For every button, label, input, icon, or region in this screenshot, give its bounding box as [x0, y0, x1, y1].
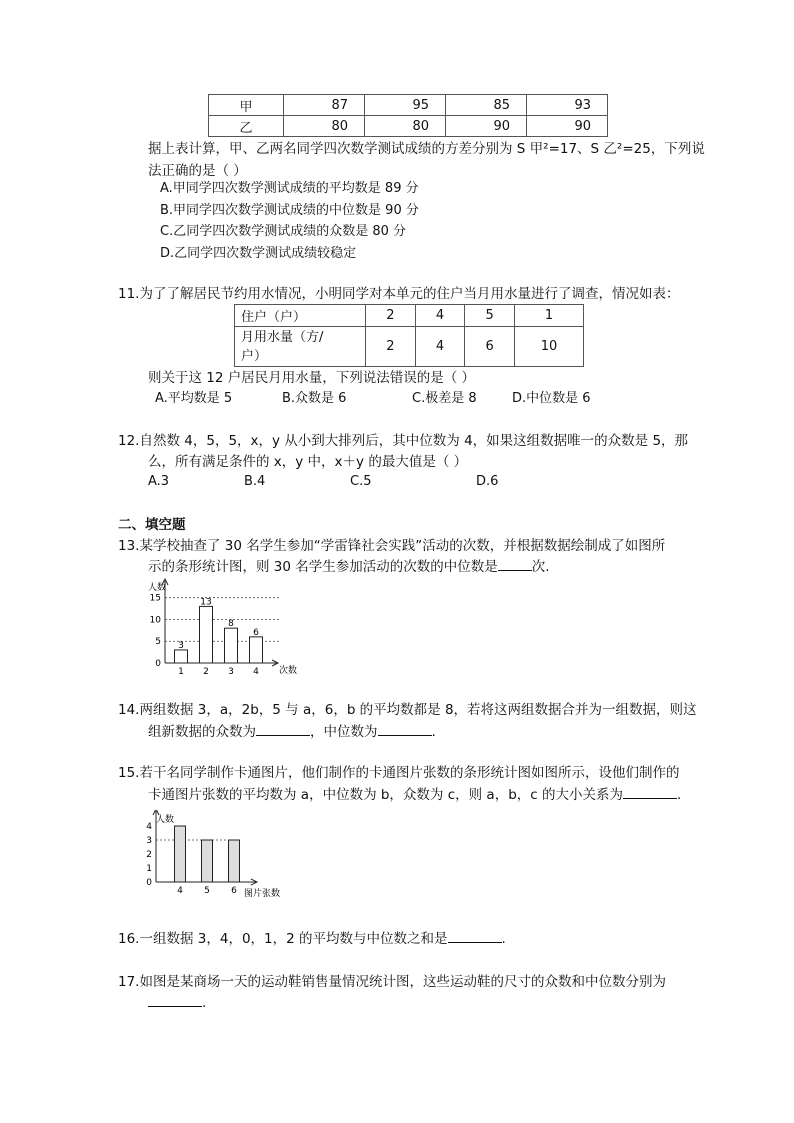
- bar: [250, 637, 263, 663]
- x-axis-label: 图片张数: [244, 889, 281, 899]
- answer-blank: [498, 556, 532, 571]
- row-header: 住户（户）: [235, 305, 366, 327]
- q15-line2: [148, 784, 681, 806]
- q12-line2: 么，所有满足条件的 x，y 中，x＋y 的最大值是（ ）: [148, 454, 468, 470]
- q11-question: 则关于这 12 户居民月用水量，下列说法错误的是（ ）: [148, 370, 476, 386]
- x-tick-label: 6: [231, 886, 237, 896]
- q16-text: 16.一组数据 3，4，0，1，2 的平均数与中位数之和是: [118, 931, 448, 947]
- score-cell: 93: [527, 95, 608, 116]
- row-header-line: 户）: [241, 348, 268, 364]
- y-tick-label: 15: [149, 593, 161, 604]
- q12-line1: 12.自然数 4，5，5，x，y 从小到大排列后，其中位数为 4，如果这组数据唯一的众数是 5，那: [118, 433, 689, 449]
- table-row: [235, 327, 584, 367]
- answer-blank: [448, 928, 502, 943]
- x-tick-label: 3: [228, 667, 234, 677]
- q11-option-a: A.平均数是 5: [155, 391, 233, 406]
- q17-text-end: .: [202, 995, 207, 1011]
- q10-option-b: B.甲同学四次数学测试成绩的中位数是 90 分: [160, 203, 419, 218]
- score-cell: 90: [446, 116, 527, 137]
- x-tick-label: 4: [253, 667, 259, 677]
- bar: [202, 840, 213, 882]
- q16-text-end: .: [501, 931, 506, 947]
- q10-option-c: C.乙同学四次数学测试成绩的众数是 80 分: [160, 224, 407, 239]
- q11-option-c: C.极差是 8: [412, 391, 477, 406]
- y-tick-label: 3: [146, 836, 152, 846]
- q13-line1: 13.某学校抽查了 30 名学生参加“学雷锋社会实践”活动的次数，并根据数据绘制成了如图所: [118, 538, 666, 554]
- q11-option-d: D.中位数是 6: [512, 391, 591, 406]
- y-tick-label: 1: [146, 864, 152, 874]
- score-cell: 80: [284, 116, 365, 137]
- q12-option-d: D.6: [476, 474, 499, 489]
- answer-blank: [378, 721, 432, 736]
- name-cell: 乙: [209, 116, 284, 137]
- y-tick-label: 2: [146, 850, 152, 860]
- q11-stem: 11.为了了解居民节约用水情况，小明同学对本单元的住户当月用水量进行了调查，情况如表：: [118, 286, 680, 302]
- score-cell: 95: [365, 95, 446, 116]
- table-row: [209, 95, 608, 116]
- q17-line1: 17.如图是某商场一天的运动鞋销售量情况统计图，这些运动鞋的尺寸的众数和中位数分别为: [118, 974, 666, 990]
- table-row: [235, 305, 584, 327]
- q11-water-table: [234, 304, 584, 367]
- x-tick-label: 5: [204, 886, 210, 896]
- answer-blank: [623, 784, 677, 799]
- table-cell: 10: [515, 327, 584, 367]
- row-header-line: 月用水量（方/: [241, 329, 324, 345]
- table-cell: 5: [465, 305, 515, 327]
- y-tick-label: 0: [146, 878, 152, 888]
- q12-option-a: A.3: [148, 474, 170, 489]
- y-axis-label: 人数: [156, 815, 175, 825]
- q16-line: [118, 928, 506, 950]
- data-label: 13: [200, 597, 212, 608]
- q13-text: 示的条形统计图，则 30 名学生参加活动的次数的中位数是: [148, 559, 498, 575]
- row-header: [235, 327, 366, 367]
- bar: [229, 840, 240, 882]
- x-tick-label: 4: [177, 886, 183, 896]
- q13-text-end: 次.: [531, 559, 550, 575]
- q14-line2: [148, 721, 436, 743]
- table-cell: 1: [515, 305, 584, 327]
- section-title: 二、填空题: [118, 517, 186, 533]
- q15-line1: 15.若干名同学制作卡通图片，他们制作的卡通图片张数的条形统计图如图所示，设他们制作的: [118, 765, 680, 781]
- score-cell: 85: [446, 95, 527, 116]
- y-tick-label: 5: [155, 637, 161, 648]
- q10-text-line2: 法正确的是（ ）: [148, 163, 247, 179]
- table-cell: 4: [415, 305, 465, 327]
- table-cell: 2: [366, 305, 416, 327]
- x-tick-label: 1: [178, 667, 184, 677]
- y-axis-label: 人数: [148, 583, 167, 593]
- q14-text-end: .: [431, 724, 436, 740]
- name-cell: 甲: [209, 95, 284, 116]
- data-label: 8: [228, 619, 234, 630]
- q15-text: 卡通图片张数的平均数为 a，中位数为 b，众数为 c，则 a，b，c 的大小关系为: [148, 787, 623, 803]
- q17-line2: [148, 992, 206, 1014]
- bar: [175, 826, 186, 882]
- bar: [200, 606, 213, 663]
- q13-bar-chart: [145, 578, 305, 678]
- q15-bar-chart: [140, 810, 300, 902]
- table-cell: 4: [415, 327, 465, 367]
- y-tick-label: 10: [149, 615, 161, 626]
- score-cell: 87: [284, 95, 365, 116]
- score-cell: 90: [527, 116, 608, 137]
- data-label: 3: [178, 640, 184, 651]
- q12-option-b: B.4: [244, 474, 266, 489]
- x-tick-label: 2: [203, 667, 209, 677]
- table-row: [209, 116, 608, 137]
- answer-blank: [148, 992, 202, 1007]
- q11-option-b: B.众数是 6: [282, 391, 347, 406]
- table-cell: 6: [465, 327, 515, 367]
- bar: [225, 628, 238, 663]
- y-tick-label: 4: [146, 822, 152, 832]
- answer-blank: [256, 721, 310, 736]
- q14-text-mid: ，中位数为: [310, 724, 378, 740]
- q10-text-line1: 据上表计算，甲、乙两名同学四次数学测试成绩的方差分别为 S 甲²=17、S 乙²=25，下列说: [148, 141, 705, 157]
- data-label: 6: [253, 627, 259, 638]
- q10-option-a: A.甲同学四次数学测试成绩的平均数是 89 分: [160, 181, 419, 196]
- q14-line1: 14.两组数据 3，a，2b，5 与 a，6，b 的平均数都是 8，若将这两组数据合并为一组数据，则这: [118, 702, 697, 718]
- q13-line2: [148, 556, 550, 578]
- y-tick-label: 0: [155, 659, 161, 669]
- table-cell: 2: [366, 327, 416, 367]
- q10-option-d: D.乙同学四次数学测试成绩较稳定: [160, 246, 357, 261]
- score-cell: 80: [365, 116, 446, 137]
- x-axis-label: 次数: [279, 666, 298, 676]
- bar: [175, 650, 188, 663]
- q12-option-c: C.5: [350, 474, 372, 489]
- q15-text-end: .: [676, 787, 682, 803]
- q14-text: 组新数据的众数为: [148, 724, 256, 740]
- q10-score-table: [208, 94, 608, 137]
